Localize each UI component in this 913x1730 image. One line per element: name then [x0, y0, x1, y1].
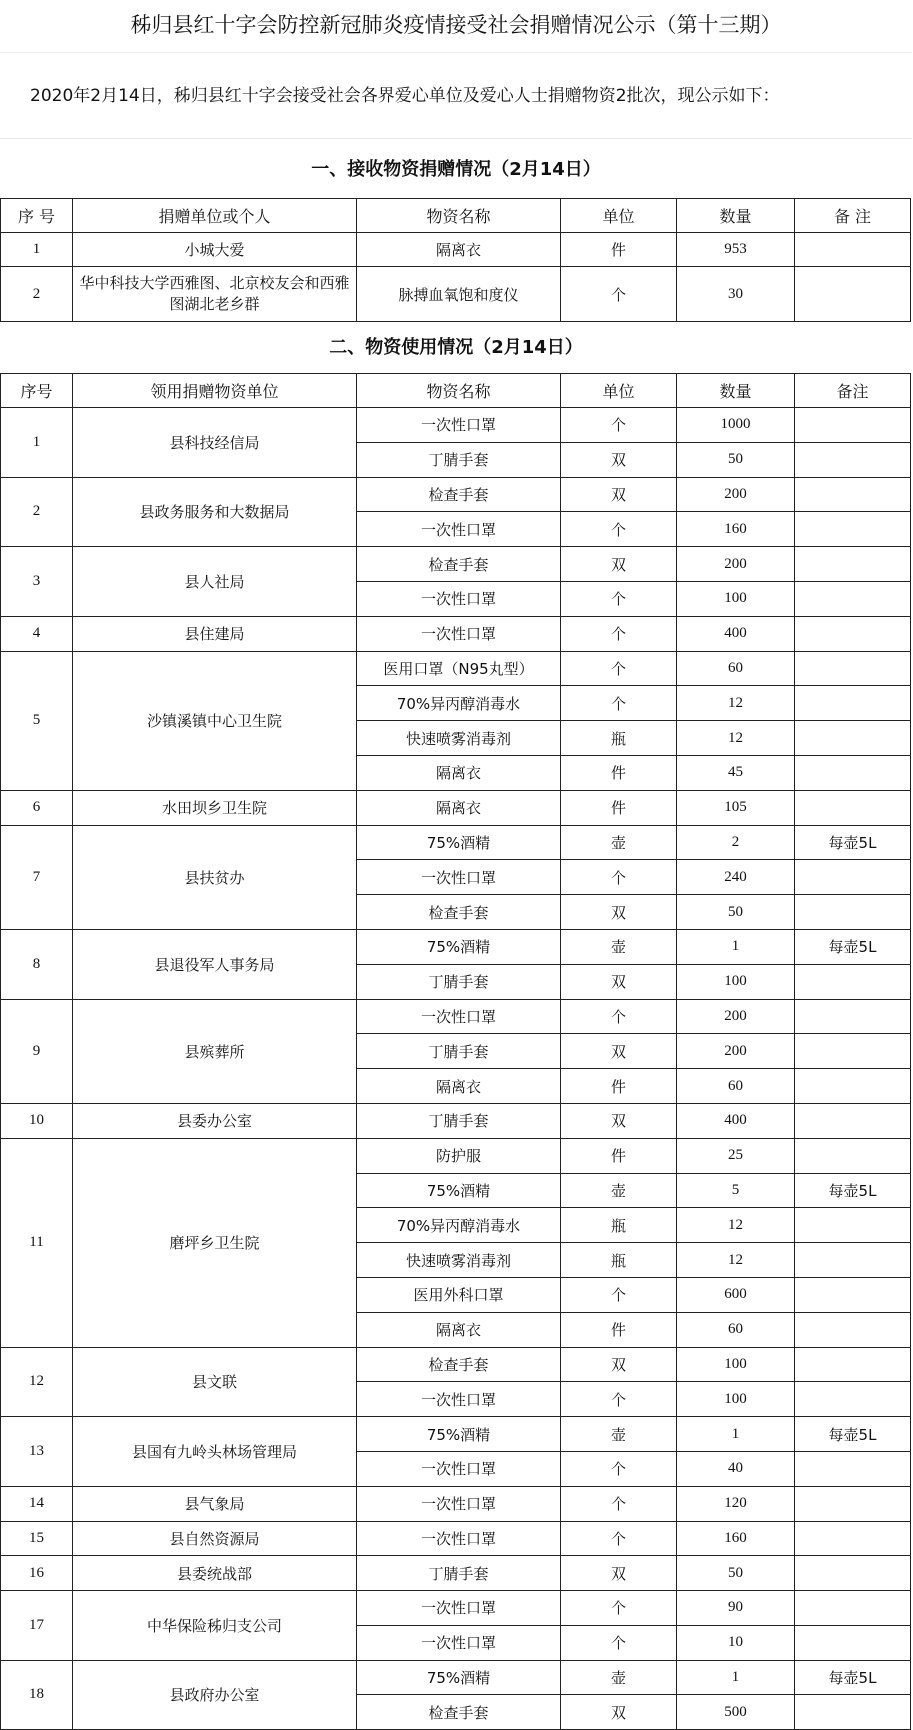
row-number: 15	[1, 1521, 73, 1556]
item-unit: 瓶	[561, 721, 677, 756]
item-unit: 壶	[561, 929, 677, 964]
item-unit: 件	[561, 755, 677, 790]
recipient-unit: 县人社局	[73, 547, 357, 617]
recipient-unit: 县委办公室	[73, 1103, 357, 1138]
item-unit: 双	[561, 1556, 677, 1591]
item-quantity: 400	[677, 616, 795, 651]
table-row	[1, 1486, 911, 1521]
recipient-unit: 县政务服务和大数据局	[73, 477, 357, 547]
header-cell: 物资名称	[357, 374, 561, 408]
item-name: 隔离衣	[357, 233, 561, 267]
item-unit: 壶	[561, 825, 677, 860]
table-row	[1, 790, 911, 825]
item-quantity: 50	[677, 895, 795, 930]
table-row	[1, 825, 911, 860]
item-unit: 个	[561, 1591, 677, 1626]
row-number: 14	[1, 1486, 73, 1521]
item-note	[795, 860, 911, 895]
item-unit: 个	[561, 651, 677, 686]
item-name: 检查手套	[357, 1347, 561, 1382]
row-number: 2	[1, 477, 73, 547]
item-name: 70%异丙醇消毒水	[357, 1208, 561, 1243]
item-unit: 壶	[561, 1660, 677, 1695]
table-row	[1, 477, 911, 512]
row-number: 8	[1, 929, 73, 999]
item-name: 医用外科口罩	[357, 1277, 561, 1312]
item-unit: 双	[561, 895, 677, 930]
item-quantity: 100	[677, 1382, 795, 1417]
section1-title: 一、接收物资捐赠情况（2月14日）	[311, 159, 601, 180]
recipient-unit: 县国有九岭头林场管理局	[73, 1417, 357, 1487]
recipient-unit: 县委统战部	[73, 1556, 357, 1591]
item-name: 丁腈手套	[357, 442, 561, 477]
table-row	[1, 1103, 911, 1138]
item-name: 隔离衣	[357, 1312, 561, 1347]
divider	[0, 138, 912, 139]
item-unit: 个	[561, 1451, 677, 1486]
item-name: 70%异丙醇消毒水	[357, 686, 561, 721]
item-name: 隔离衣	[357, 790, 561, 825]
item-unit: 双	[561, 547, 677, 582]
item-note	[795, 790, 911, 825]
item-name: 75%酒精	[357, 1173, 561, 1208]
row-number: 4	[1, 616, 73, 651]
item-quantity: 50	[677, 1556, 795, 1591]
item-name: 隔离衣	[357, 1069, 561, 1104]
item-quantity: 60	[677, 1312, 795, 1347]
row-number: 1	[1, 233, 73, 267]
item-name: 医用口罩（N95丸型）	[357, 651, 561, 686]
item-quantity: 200	[677, 547, 795, 582]
item-name: 检查手套	[357, 547, 561, 582]
recipient-unit: 县自然资源局	[73, 1521, 357, 1556]
item-note	[795, 512, 911, 547]
item-name: 丁腈手套	[357, 964, 561, 999]
row-number: 5	[1, 651, 73, 790]
item-quantity: 1	[677, 1417, 795, 1452]
item-note	[795, 1486, 911, 1521]
recipient-unit: 县气象局	[73, 1486, 357, 1521]
item-unit: 个	[561, 408, 677, 443]
item-note	[795, 964, 911, 999]
item-name: 防护服	[357, 1138, 561, 1173]
row-number: 16	[1, 1556, 73, 1591]
item-quantity: 45	[677, 755, 795, 790]
table-row	[1, 1417, 911, 1452]
item-unit: 个	[561, 616, 677, 651]
table-row	[1, 1138, 911, 1173]
item-name: 隔离衣	[357, 755, 561, 790]
item-name: 75%酒精	[357, 825, 561, 860]
row-number: 18	[1, 1660, 73, 1730]
usage-table	[0, 373, 911, 1730]
item-unit: 个	[561, 581, 677, 616]
item-note	[795, 1208, 911, 1243]
item-quantity: 30	[677, 267, 795, 322]
item-unit: 个	[561, 860, 677, 895]
item-unit: 双	[561, 477, 677, 512]
row-number: 13	[1, 1417, 73, 1487]
header-cell: 备注	[795, 374, 911, 408]
item-quantity: 90	[677, 1591, 795, 1626]
item-quantity: 953	[677, 233, 795, 267]
item-quantity: 120	[677, 1486, 795, 1521]
item-quantity: 200	[677, 477, 795, 512]
item-unit: 个	[561, 999, 677, 1034]
item-quantity: 100	[677, 581, 795, 616]
header-cell: 领用捐赠物资单位	[73, 374, 357, 408]
item-note	[795, 1521, 911, 1556]
item-note: 每壶5L	[795, 929, 911, 964]
item-quantity: 600	[677, 1277, 795, 1312]
item-name: 检查手套	[357, 1695, 561, 1730]
recipient-unit: 县退役军人事务局	[73, 929, 357, 999]
item-quantity: 200	[677, 999, 795, 1034]
row-number: 1	[1, 408, 73, 478]
item-note	[795, 1103, 911, 1138]
recipient-unit: 县科技经信局	[73, 408, 357, 478]
item-quantity: 1	[677, 1660, 795, 1695]
item-name: 丁腈手套	[357, 1103, 561, 1138]
table-row	[1, 1521, 911, 1556]
item-quantity: 60	[677, 1069, 795, 1104]
item-quantity: 100	[677, 1347, 795, 1382]
header-cell: 单位	[561, 199, 677, 233]
item-note	[795, 1138, 911, 1173]
header-cell: 捐赠单位或个人	[73, 199, 357, 233]
table-row	[1, 651, 911, 686]
item-quantity: 12	[677, 721, 795, 756]
row-number: 12	[1, 1347, 73, 1417]
item-name: 一次性口罩	[357, 860, 561, 895]
recipient-unit: 县住建局	[73, 616, 357, 651]
item-unit: 个	[561, 1382, 677, 1417]
document-title: 秭归县红十字会防控新冠肺炎疫情接受社会捐赠情况公示（第十三期）	[130, 13, 782, 37]
donations-table	[0, 198, 911, 322]
item-note: 每壶5L	[795, 1660, 911, 1695]
item-note	[795, 1625, 911, 1660]
item-name: 75%酒精	[357, 1417, 561, 1452]
item-unit: 件	[561, 790, 677, 825]
item-note	[795, 1243, 911, 1278]
header-cell: 物资名称	[357, 199, 561, 233]
header-cell: 数量	[677, 374, 795, 408]
item-name: 检查手套	[357, 477, 561, 512]
item-quantity: 160	[677, 512, 795, 547]
item-quantity: 105	[677, 790, 795, 825]
table-header-row	[1, 374, 911, 408]
item-unit: 件	[561, 233, 677, 267]
item-quantity: 12	[677, 686, 795, 721]
item-quantity: 12	[677, 1208, 795, 1243]
row-number: 17	[1, 1591, 73, 1661]
header-cell: 单位	[561, 374, 677, 408]
item-name: 丁腈手套	[357, 1034, 561, 1069]
item-quantity: 12	[677, 1243, 795, 1278]
item-note	[795, 233, 911, 267]
item-unit: 件	[561, 1312, 677, 1347]
row-number: 2	[1, 267, 73, 322]
table-row	[1, 1347, 911, 1382]
item-unit: 壶	[561, 1173, 677, 1208]
item-unit: 件	[561, 1138, 677, 1173]
item-unit: 个	[561, 1486, 677, 1521]
item-note	[795, 999, 911, 1034]
item-unit: 瓶	[561, 1208, 677, 1243]
item-quantity: 2	[677, 825, 795, 860]
item-note: 每壶5L	[795, 1417, 911, 1452]
table-header-row	[1, 199, 911, 233]
item-note	[795, 651, 911, 686]
item-name: 75%酒精	[357, 929, 561, 964]
item-quantity: 240	[677, 860, 795, 895]
section2-title: 二、物资使用情况（2月14日）	[329, 337, 583, 358]
item-name: 一次性口罩	[357, 1486, 561, 1521]
item-unit: 瓶	[561, 1243, 677, 1278]
recipient-unit: 县殡葬所	[73, 999, 357, 1103]
item-note	[795, 1034, 911, 1069]
item-name: 一次性口罩	[357, 1521, 561, 1556]
item-quantity: 200	[677, 1034, 795, 1069]
recipient-unit: 县政府办公室	[73, 1660, 357, 1730]
table-row	[1, 547, 911, 582]
donor-name: 华中科技大学西雅图、北京校友会和西雅图湖北老乡群	[73, 267, 357, 322]
item-name: 脉搏血氧饱和度仪	[357, 267, 561, 322]
header-cell: 序 号	[1, 199, 73, 233]
item-quantity: 10	[677, 1625, 795, 1660]
item-name: 一次性口罩	[357, 1382, 561, 1417]
item-unit: 个	[561, 512, 677, 547]
recipient-unit: 中华保险秭归支公司	[73, 1591, 357, 1661]
header-cell: 数量	[677, 199, 795, 233]
recipient-unit: 县文联	[73, 1347, 357, 1417]
item-name: 一次性口罩	[357, 581, 561, 616]
row-number: 3	[1, 547, 73, 617]
item-quantity: 50	[677, 442, 795, 477]
item-name: 一次性口罩	[357, 999, 561, 1034]
item-name: 一次性口罩	[357, 512, 561, 547]
item-unit: 壶	[561, 1417, 677, 1452]
item-unit: 双	[561, 964, 677, 999]
usage-table-body	[1, 408, 911, 1730]
recipient-unit: 沙镇溪镇中心卫生院	[73, 651, 357, 790]
item-name: 一次性口罩	[357, 1451, 561, 1486]
donor-name: 小城大爱	[73, 233, 357, 267]
item-unit: 个	[561, 1521, 677, 1556]
item-note	[795, 547, 911, 582]
table-row	[1, 1591, 911, 1626]
header-cell: 备 注	[795, 199, 911, 233]
item-quantity: 1000	[677, 408, 795, 443]
item-unit: 个	[561, 267, 677, 322]
item-note	[795, 1312, 911, 1347]
item-note	[795, 616, 911, 651]
item-name: 一次性口罩	[357, 616, 561, 651]
item-note	[795, 1591, 911, 1626]
item-name: 一次性口罩	[357, 1625, 561, 1660]
row-number: 6	[1, 790, 73, 825]
item-note	[795, 895, 911, 930]
recipient-unit: 县扶贫办	[73, 825, 357, 929]
item-unit: 双	[561, 442, 677, 477]
item-quantity: 25	[677, 1138, 795, 1173]
item-unit: 双	[561, 1034, 677, 1069]
item-quantity: 60	[677, 651, 795, 686]
item-name: 检查手套	[357, 895, 561, 930]
item-quantity: 100	[677, 964, 795, 999]
recipient-unit: 磨坪乡卫生院	[73, 1138, 357, 1347]
header-cell: 序号	[1, 374, 73, 408]
item-note	[795, 581, 911, 616]
table-row	[1, 267, 911, 322]
item-note: 每壶5L	[795, 825, 911, 860]
item-quantity: 5	[677, 1173, 795, 1208]
table-row	[1, 1556, 911, 1591]
item-note	[795, 755, 911, 790]
item-note	[795, 1069, 911, 1104]
item-unit: 个	[561, 1625, 677, 1660]
item-note	[795, 408, 911, 443]
item-name: 丁腈手套	[357, 1556, 561, 1591]
item-name: 快速喷雾消毒剂	[357, 1243, 561, 1278]
item-unit: 双	[561, 1347, 677, 1382]
divider	[0, 52, 912, 53]
item-note	[795, 1695, 911, 1730]
row-number: 7	[1, 825, 73, 929]
row-number: 10	[1, 1103, 73, 1138]
item-note	[795, 1451, 911, 1486]
item-note	[795, 267, 911, 322]
item-quantity: 40	[677, 1451, 795, 1486]
item-quantity: 500	[677, 1695, 795, 1730]
item-quantity: 160	[677, 1521, 795, 1556]
item-note: 每壶5L	[795, 1173, 911, 1208]
item-unit: 个	[561, 1277, 677, 1312]
item-note	[795, 1382, 911, 1417]
item-note	[795, 1556, 911, 1591]
table-row	[1, 999, 911, 1034]
item-unit: 双	[561, 1103, 677, 1138]
item-quantity: 1	[677, 929, 795, 964]
table-row	[1, 1660, 911, 1695]
table-row	[1, 616, 911, 651]
item-name: 一次性口罩	[357, 408, 561, 443]
item-note	[795, 1277, 911, 1312]
item-note	[795, 477, 911, 512]
table-row	[1, 408, 911, 443]
row-number: 9	[1, 999, 73, 1103]
item-unit: 双	[561, 1695, 677, 1730]
intro-text: 2020年2月14日，秭归县红十字会接受社会各界爱心单位及爱心人士捐赠物资2批次，现公示如下：	[30, 86, 780, 106]
item-unit: 件	[561, 1069, 677, 1104]
table-row	[1, 929, 911, 964]
item-note	[795, 686, 911, 721]
recipient-unit: 水田坝乡卫生院	[73, 790, 357, 825]
item-note	[795, 1347, 911, 1382]
row-number: 11	[1, 1138, 73, 1347]
item-name: 一次性口罩	[357, 1591, 561, 1626]
item-note	[795, 442, 911, 477]
item-name: 快速喷雾消毒剂	[357, 721, 561, 756]
table-row	[1, 233, 911, 267]
item-name: 75%酒精	[357, 1660, 561, 1695]
item-unit: 个	[561, 686, 677, 721]
item-quantity: 400	[677, 1103, 795, 1138]
item-note	[795, 721, 911, 756]
